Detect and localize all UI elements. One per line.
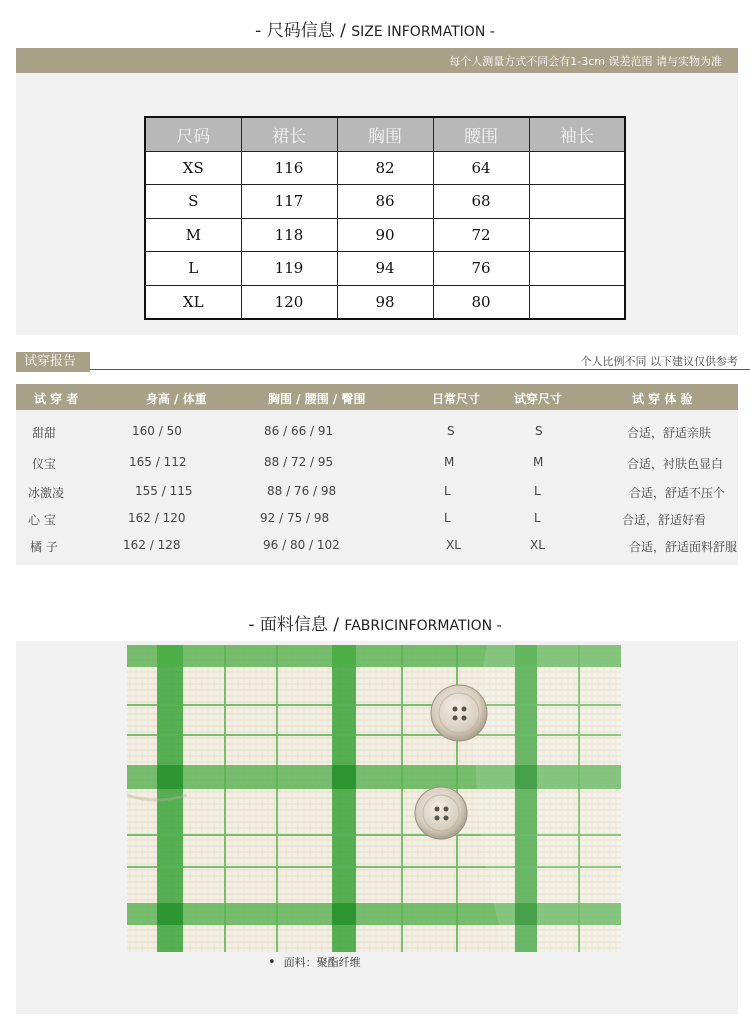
trial-header-cell: 试穿尺寸 (514, 392, 563, 406)
size-title-en: SIZE INFORMATION - (351, 24, 495, 40)
trial-report-tab: 试穿报告 (16, 352, 90, 372)
fabric-title-en: FABRICINFORMATION - (344, 618, 502, 634)
trial-try-size: L (534, 511, 541, 525)
size-cell: 64 (433, 151, 529, 185)
size-cell: 117 (241, 185, 337, 219)
trial-experience: 合适，舒适亲肤 (627, 426, 712, 440)
bullet-icon: • (268, 955, 276, 970)
fabric-title-cn: - 面料信息 / (248, 615, 345, 635)
trial-name: 橘 子 (30, 540, 58, 554)
size-table (144, 116, 626, 320)
size-cell: 116 (241, 151, 337, 185)
trial-header-cell: 身高 / 体重 (146, 392, 207, 406)
trial-daily-size: M (444, 455, 455, 469)
size-note: 每个人测量方式不同会有1-3cm 误差范围 请与实物为准 (449, 55, 722, 68)
trial-header-cell: 试 穿 者 (34, 392, 79, 406)
fabric-title (0, 610, 750, 635)
trial-height-weight: 162 / 120 (128, 511, 186, 525)
table-row (145, 285, 625, 319)
trial-divider (90, 369, 750, 370)
trial-header-cell: 日常尺寸 (432, 392, 481, 406)
table-row (145, 252, 625, 286)
trial-experience: 合适，舒适面料舒服 (629, 540, 738, 554)
size-cell (529, 285, 625, 319)
size-cell: 119 (241, 252, 337, 286)
size-cell: 72 (433, 218, 529, 252)
trial-height-weight: 160 / 50 (132, 424, 182, 438)
size-cell: XL (145, 285, 241, 319)
trial-header-cell: 试 穿 体 验 (632, 392, 693, 406)
table-row (145, 185, 625, 219)
size-cell: 90 (337, 218, 433, 252)
size-cell (529, 252, 625, 286)
size-cell: 98 (337, 285, 433, 319)
size-header-cell: 裙长 (241, 117, 337, 151)
size-cell: 120 (241, 285, 337, 319)
trial-try-size: L (534, 484, 541, 498)
trial-try-size: S (535, 424, 543, 438)
trial-measurements: 92 / 75 / 98 (260, 511, 330, 525)
trial-name: 心 宝 (28, 513, 56, 527)
size-header-cell: 胸围 (337, 117, 433, 151)
trial-height-weight: 155 / 115 (135, 484, 193, 498)
trial-height-weight: 165 / 112 (129, 455, 187, 469)
table-row (145, 218, 625, 252)
button-icon (431, 685, 487, 741)
size-cell: S (145, 185, 241, 219)
size-cell: 82 (337, 151, 433, 185)
size-cell: 68 (433, 185, 529, 219)
size-cell (529, 185, 625, 219)
size-cell: 86 (337, 185, 433, 219)
trial-name: 甜甜 (32, 426, 57, 440)
trial-daily-size: L (444, 484, 451, 498)
trial-height-weight: 162 / 128 (123, 538, 181, 552)
trial-measurements: 96 / 80 / 102 (263, 538, 340, 552)
fabric-caption (268, 954, 361, 970)
size-cell: 80 (433, 285, 529, 319)
size-title-cn: - 尺码信息 / (255, 21, 352, 41)
trial-measurements: 88 / 76 / 98 (267, 484, 337, 498)
size-table-header (145, 117, 625, 151)
fabric-photo (127, 645, 621, 952)
plaid-fabric-image (127, 645, 621, 952)
size-header-cell: 尺码 (145, 117, 241, 151)
trial-experience: 合适，舒适不压个 (629, 486, 726, 500)
trial-hint: 个人比例不同 以下建议仅供参考 (580, 355, 738, 368)
trial-measurements: 88 / 72 / 95 (264, 455, 334, 469)
size-header-cell: 腰围 (433, 117, 529, 151)
trial-name: 冰激凌 (28, 486, 65, 500)
trial-table-body (16, 410, 738, 565)
trial-table-header (16, 384, 738, 410)
size-cell: 94 (337, 252, 433, 286)
size-title (0, 16, 750, 41)
size-cell: XS (145, 151, 241, 185)
size-cell: 76 (433, 252, 529, 286)
size-cell (529, 151, 625, 185)
trial-measurements: 86 / 66 / 91 (264, 424, 334, 438)
trial-experience: 合适，舒适好看 (622, 513, 707, 527)
size-cell (529, 218, 625, 252)
trial-header-cell: 胸围 / 腰围 / 臀围 (268, 392, 366, 406)
trial-name: 仪宝 (32, 457, 57, 471)
size-header-cell: 袖长 (529, 117, 625, 151)
size-cell: M (145, 218, 241, 252)
trial-daily-size: S (447, 424, 455, 438)
size-note-bar (16, 48, 738, 73)
trial-try-size: XL (530, 538, 545, 552)
button-icon (415, 787, 467, 839)
fabric-material: 面料：聚酯纤维 (283, 956, 361, 969)
trial-daily-size: XL (446, 538, 461, 552)
trial-daily-size: L (444, 511, 451, 525)
table-row (145, 151, 625, 185)
size-cell: 118 (241, 218, 337, 252)
trial-try-size: M (533, 455, 544, 469)
size-cell: L (145, 252, 241, 286)
trial-experience: 合适，衬肤色显白 (627, 457, 724, 471)
